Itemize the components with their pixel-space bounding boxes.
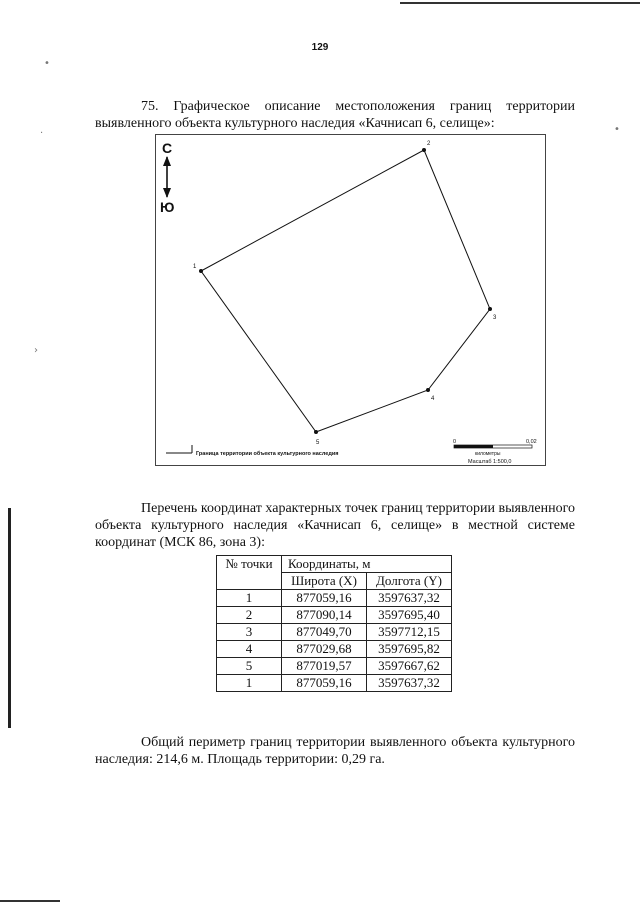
map-description-paragraph: 75. Графическое описание местоположения границ территории выявленного объекта культурного наследия «Качнисап 6, селище»:	[95, 99, 575, 131]
boundary-map	[155, 134, 546, 466]
boundary-point-marker	[199, 269, 203, 273]
boundary-point-label: 1	[193, 264, 197, 270]
scale-end-label: 0,02	[526, 439, 537, 445]
boundary-point-label: 3	[493, 315, 497, 321]
legend-label: Граница территории объекта культурного наследия	[196, 451, 339, 457]
y-cell: 3597667,62	[367, 658, 452, 675]
y-cell: 3597695,40	[367, 607, 452, 624]
table-row	[217, 590, 452, 607]
x-cell: 877029,68	[282, 641, 367, 658]
x-cell: 877059,16	[282, 590, 367, 607]
point-cell: 5	[217, 658, 282, 675]
north-arrow-head-icon	[163, 156, 171, 166]
scan-top-edge-line	[400, 2, 640, 4]
boundary-polygon	[201, 150, 490, 432]
map-canvas	[156, 135, 547, 467]
boundary-point-label: 2	[427, 141, 431, 147]
table-header-row	[217, 556, 452, 573]
y-cell: 3597637,32	[367, 590, 452, 607]
scan-speck: ·	[40, 128, 44, 139]
header-coords-cell: Координаты, м	[282, 556, 452, 573]
boundary-point-marker	[426, 388, 430, 392]
scan-speck: •	[44, 58, 50, 69]
boundary-point-label: 4	[431, 396, 435, 402]
x-cell: 877049,70	[282, 624, 367, 641]
coordinates-table	[216, 555, 452, 692]
scale-units-label: километры	[475, 451, 501, 457]
boundary-point-label: 5	[316, 440, 320, 446]
table-row	[217, 675, 452, 692]
scan-speck: ›	[34, 345, 38, 356]
x-cell: 877090,14	[282, 607, 367, 624]
coords-intro-paragraph: Перечень координат характерных точек границ территории выявленного объекта культурного наследия «Качнисап 6, селище» в местной системе координат (МСК 86, зона 3):	[95, 501, 575, 550]
header-y-cell: Долгота (Y)	[367, 573, 452, 590]
summary-paragraph: Общий периметр границ территории выявленного объекта культурного наследия: 214,6 м. Площадь территории: 0,29 га.	[95, 735, 575, 767]
point-cell: 4	[217, 641, 282, 658]
scale-start-label: 0	[453, 439, 457, 445]
point-cell: 1	[217, 675, 282, 692]
south-label: Ю	[160, 199, 175, 215]
x-cell: 877019,57	[282, 658, 367, 675]
point-cell: 2	[217, 607, 282, 624]
boundary-point-marker	[314, 430, 318, 434]
table-row	[217, 641, 452, 658]
boundary-point-marker	[422, 148, 426, 152]
table-row	[217, 607, 452, 624]
page-number: 129	[311, 42, 329, 53]
table-row	[217, 658, 452, 675]
scale-ratio-label: Масштаб 1:500,0	[468, 459, 512, 465]
header-x-cell: Широта (X)	[282, 573, 367, 590]
boundary-points-group	[193, 141, 497, 446]
y-cell: 3597695,82	[367, 641, 452, 658]
north-label: С	[162, 140, 173, 156]
x-cell: 877059,16	[282, 675, 367, 692]
scale-bar-fill	[454, 445, 493, 448]
scan-bottom-edge-line	[0, 900, 60, 902]
scan-speck: •	[614, 124, 620, 135]
y-cell: 3597637,32	[367, 675, 452, 692]
header-point-cell: № точки	[217, 556, 282, 590]
point-cell: 1	[217, 590, 282, 607]
table-row	[217, 624, 452, 641]
boundary-point-marker	[488, 307, 492, 311]
scan-margin-bar	[8, 508, 11, 728]
y-cell: 3597712,15	[367, 624, 452, 641]
south-arrow-head-icon	[163, 188, 171, 198]
point-cell: 3	[217, 624, 282, 641]
